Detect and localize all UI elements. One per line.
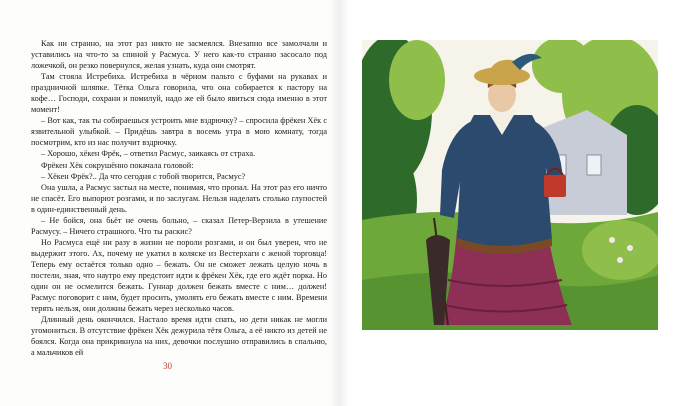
paragraph: Как ни странно, на этот раз никто не засмеялся. Внезапно все замолчали и уставились на что-то за спиной у Расмуса. У него как-то странно засосало под ложечкой, он резко повернулся, желая узнать, куда они смотрят. bbox=[31, 39, 327, 71]
handbag bbox=[544, 175, 566, 197]
house-window bbox=[587, 155, 601, 175]
paragraph: Фрёкен Хёк сокрушённо покачала головой: bbox=[41, 160, 194, 170]
paragraph: Но Расмуса ещё ни разу в жизни не пороли розгами, и он был уверен, что не выдержит этого. Ах, почему не укатил в коляске из Вестерхаги с женой торговца! Теперь ему остаётся только одно – бежать. Он не сможет лежать целую ночь в постели, зная, что наутро ему предстоит идти к фрёкен Хёк, где его ждёт порка. Но один он не осмелится бежать. Гуннар должен бежать вместе с ним… должен! Расмус поговорит с ним, будет просить, умолять его бежать вместе с ним. Времени терять нельзя, они должны бежать через несколько часов. bbox=[31, 237, 327, 314]
book-gutter bbox=[330, 0, 350, 406]
text-block bbox=[31, 38, 327, 358]
paragraph: – Хёкен Фрёк?.. Да что сегодня с тобой творится, Расмус? bbox=[41, 171, 246, 181]
paragraph: – Вот как, так ты собираешься устроить мне вздрючку? – спросила фрёкен Хёк с язвительной улыбкой. – Придёшь завтра в восемь утра в мою комнату, тогда посмотрим, кто из нас получит вздрючку. bbox=[31, 116, 327, 148]
page-number: 30 bbox=[163, 361, 172, 371]
paragraph: – Не бойся, она бьёт не очень больно, – сказал Петер-Верзила в утешение Расмусу. – Ничего страшного. Что ты раскис? bbox=[31, 215, 327, 236]
paragraph: Длинный день окончился. Настало время идти спать, но дети никак не могли угомониться. В отсутствие фрёкен Хёк дежурила тётя Ольга, а её никто из детей не боялся. Когда она прикрикнула на них, девочки послушно отправились в спальню, а мальчиков ей bbox=[31, 315, 327, 358]
paragraph: Там стояла Истребиха. Истребиха в чёрном пальто с буфами на рукавах и праздничной шляпке. Тётка Ольга говорила, что она собирается к пастору на кофе… Господи, сохрани и помилуй, надо же ей было явиться сюда именно в этот момент! bbox=[31, 72, 327, 115]
paragraph: – Хорошо, хёкен Фрёк, – ответил Расмус, заикаясь от страха. bbox=[41, 149, 256, 159]
flower bbox=[609, 237, 615, 243]
tree bbox=[389, 40, 445, 120]
flower bbox=[617, 257, 623, 263]
paragraph: Она ушла, а Расмус застыл на месте, понимая, что пропал. На этот раз его ничто не спасёт. Его выпорют розгами, и по заслугам. Нельзя наделать столько глупостей в один-единственный день. bbox=[31, 182, 327, 214]
illustration bbox=[362, 40, 658, 330]
flower bbox=[627, 245, 633, 251]
